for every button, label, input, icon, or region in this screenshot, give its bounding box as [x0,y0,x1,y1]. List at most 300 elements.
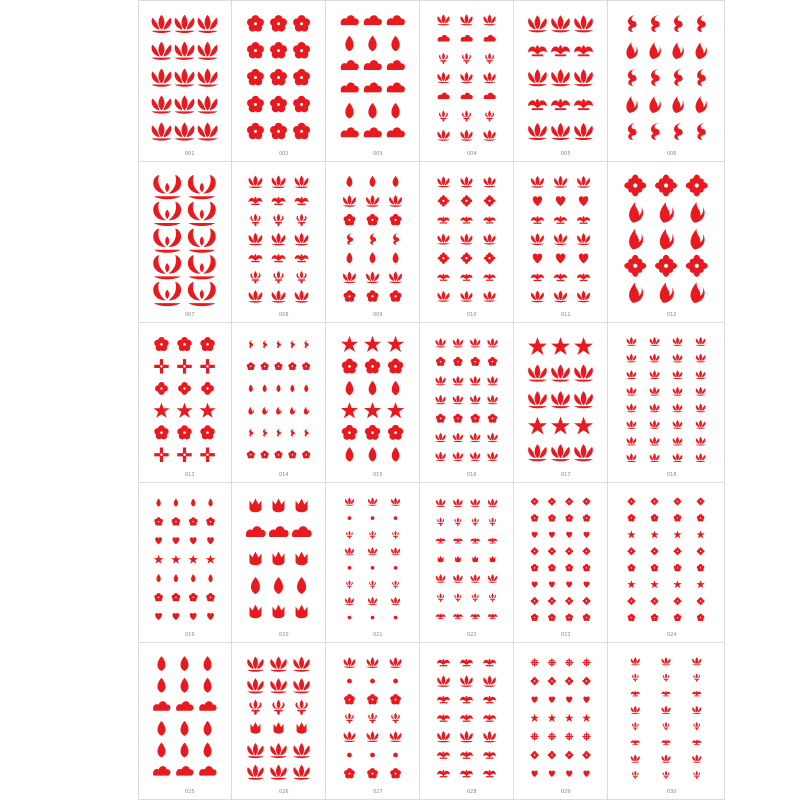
flame-motif [262,407,267,415]
ornament-motif [437,770,450,777]
plum-motif [270,123,287,140]
drop-motif [204,678,212,693]
lotus-motif [391,597,400,605]
sheet-number: 013 [185,472,195,478]
ornament-motif [484,274,496,281]
fleur-motif [489,593,496,602]
flame-icon [608,162,724,322]
heart-motif [533,196,542,206]
smallflower-motif [484,252,495,263]
plum-motif [247,69,264,86]
cloud-motif [176,701,193,710]
plum-motif [344,290,356,301]
lotus-motif [487,395,497,404]
star-motif [673,530,681,538]
lotus-rows-icon [608,323,724,482]
ornament-motif [249,197,263,205]
smallflower-motif [651,497,659,505]
fleur-motif [439,110,448,121]
lotus-motif [247,765,264,780]
lotus-dots-icon [326,643,419,799]
heart-motif [155,537,162,544]
lotus-motif [673,337,683,346]
lotus-motif [484,234,496,245]
dot-motif [393,679,398,684]
mandala-motif [565,658,573,666]
openlotus-motif [153,175,181,199]
lotus-motif [270,743,287,758]
smallflower-motif [548,498,556,506]
lotus-motif [696,370,706,379]
star-motif [153,403,169,418]
smallflower-motif [674,547,682,555]
lotus-motif [531,290,544,302]
lotus-motif [151,15,171,33]
plum-motif [697,564,704,571]
plum-motif [628,564,635,571]
heart-motif [556,196,565,206]
flame-motif [290,407,295,415]
ornament-motif [483,696,496,703]
tattoo-sheet-020 [232,483,326,643]
fleur-motif [472,517,479,526]
fleur-motif [663,771,670,779]
fleur-motif [693,771,700,779]
drop-motif [156,574,160,582]
plum-motif [583,614,590,621]
sheet-number: 017 [561,472,571,478]
drop-motif [204,721,212,736]
lotus-motif [437,731,450,743]
lotus-motif [460,130,472,141]
lotus-motif [272,176,286,189]
lotus-motif [175,42,195,60]
mandala-motif [530,658,538,666]
flame-motif [691,229,705,250]
sheet-number: 015 [373,472,383,478]
plum-motif [154,593,163,601]
lotus-motif [295,176,309,189]
star-motif [673,580,681,588]
ornament-motif [437,659,450,666]
smallflower-motif [583,597,591,605]
ornament-motif [470,614,479,620]
heart-motif [566,770,572,777]
cloud-motif [484,93,496,100]
plum-motif [247,96,264,113]
sheet-number: 027 [373,789,383,795]
openlotus-motif [188,228,216,252]
lotus-motif [293,678,310,693]
star-motif [341,402,358,418]
lotus-motif [470,395,480,404]
ornament-motif [437,714,450,721]
ornament-motif [528,45,547,56]
fleur-motif [392,580,399,588]
tattoo-sheet-023 [514,483,608,643]
sheet-number: 024 [667,632,677,638]
sheet-number: 003 [373,151,383,157]
lotus-motif [650,437,660,446]
tattoo-sheet-019 [138,483,232,643]
ornament-motif [453,538,462,544]
cross-motif [177,448,191,462]
sheet-number: 007 [185,312,195,318]
lotus-motif [470,376,480,385]
plum-motif [548,564,555,571]
drop-motif [174,498,178,506]
heart-motif [549,696,555,703]
sheet-number: 029 [561,789,571,795]
smallflower-motif [484,195,495,206]
lotus-motif [435,338,445,347]
swirl-motif [651,123,660,140]
fleur-motif [632,722,639,730]
cloud-motif [387,83,405,93]
fleur-motif [437,517,444,526]
heart-motif [579,254,588,264]
tulip-icon [232,483,325,642]
lotus-motif [470,452,480,461]
heart-motif [207,537,214,544]
lotus-motif [437,176,449,187]
fleur-motif [295,700,307,715]
fleur-motif [472,593,479,602]
drop-motif [368,103,376,119]
openlotus-motif [153,202,181,226]
om-lotus-icon [420,483,513,642]
small-flower-icon [514,483,607,642]
clover-motif [201,382,214,395]
sheet-number: 014 [279,472,289,478]
tattoo-sheet-026 [232,643,326,800]
drop-motif [391,36,399,52]
lotus-motif [460,675,473,687]
smallflower-motif [697,497,705,505]
lotus-motif [650,370,660,379]
lotus-motif [437,675,450,687]
lotus-motif [528,15,547,32]
lotus-motif [249,176,263,189]
cloud-motif [461,35,473,42]
heart-motif [172,613,179,620]
plum-motif [697,514,704,521]
drop-motif [249,384,253,392]
plum-motif [548,514,555,521]
smallflower-motif [565,597,573,605]
cloud-motif [341,83,359,93]
lotus-motif [483,72,495,83]
drop-motif [369,447,377,461]
lotus-motif [175,122,195,140]
lotus-motif [198,15,218,33]
lotus-motif [627,370,637,379]
tulip-motif [455,556,461,563]
smallflower-motif [624,255,646,277]
fleur-motif [663,722,670,730]
tattoo-sheet-006 [608,0,725,162]
lotus-motif [692,657,701,665]
drop-motif [276,384,280,392]
lotus-motif [390,657,402,668]
fleur-motif [392,531,399,539]
drop-motif [290,384,294,392]
dot-motif [371,616,375,620]
plum-motif [565,514,572,521]
plum-motif [453,414,462,423]
plum-motif [365,425,380,440]
lotus-motif [460,14,472,25]
fleur-motif [462,110,471,121]
plum-motif [293,42,310,59]
plum-motif [293,123,310,140]
lotus-motif [574,15,593,32]
lotus-motif [631,706,640,714]
plum-motif [565,614,572,621]
dot-motif [348,616,352,620]
tulip-motif [249,605,261,619]
plum-motif [270,96,287,113]
dot-motif [371,516,375,520]
ornate-lotus-icon [514,0,607,161]
swirl-motif [263,429,267,437]
plum-motif [154,337,168,351]
tulip-motif [273,552,285,566]
smallflower-motif [583,547,591,555]
lotus-motif [673,354,683,363]
lotus-motif [627,420,637,429]
plum-motif [302,451,310,459]
swirl-motif [651,15,660,32]
swirl-motif [628,15,637,32]
ornament-motif [554,216,567,224]
lotus-motif [293,743,310,758]
cross-motif [177,359,191,373]
heart-motif [584,581,590,587]
lotus-motif [247,657,264,672]
cloud-motif [199,766,216,775]
fleur-motif [346,580,353,588]
heart-motif [532,581,538,587]
mandala-motif [530,732,538,740]
lotus-motif [470,498,479,507]
sheet-number: 002 [279,151,289,157]
heart-motif [549,581,555,587]
tattoo-sheet-010 [420,162,514,323]
lotus-motif [554,233,567,245]
swirl-motif [651,69,660,86]
plum-motif [471,414,480,423]
fleur-motif [693,673,700,681]
flame-motif [649,42,660,59]
lotus-motif [673,420,683,429]
drop-motif [370,176,376,187]
lotus-motif [696,420,706,429]
plum-motif [367,768,378,778]
lotus-motif [551,123,570,140]
plum-motif [651,614,658,621]
smallflower-motif [686,255,708,277]
lotus-motif [435,395,445,404]
lotus-motif [551,391,570,408]
mandala-motif [582,658,590,666]
ornament-motif [483,659,496,666]
smallflower-motif [548,751,556,759]
smallflower-motif [530,677,538,685]
lotus-motif [247,678,264,693]
plum-motif [436,357,445,366]
swirl-motif [393,233,399,245]
dot-motif [370,753,375,758]
smallflower-motif [582,751,590,759]
fleur-motif [345,713,354,724]
plum-motif [293,69,310,86]
drop-motif [346,381,354,395]
flame-motif [649,96,660,113]
fleur-motif [369,580,376,588]
lotus-motif [435,452,445,461]
cloud-motif [438,93,450,100]
tattoo-sheet-028 [420,643,514,800]
tattoo-sheet-003 [326,0,420,162]
ornament-motif [631,740,640,745]
lotus-motif [528,444,547,461]
sheet-number: 006 [667,151,677,157]
plum-motif [548,614,555,621]
ornament-motif [453,614,462,620]
star-motif [627,530,635,538]
lotus-motif [650,354,660,363]
star-motif [574,337,593,355]
tattoo-sheet-011 [514,162,608,323]
star-motif [650,530,658,538]
ornament-motif [692,740,701,745]
star-motif [650,580,658,588]
flame-motif [691,282,705,303]
swirl-motif [291,429,295,437]
fleur-motif [273,214,283,226]
swirl-motif [628,69,637,86]
star-motif [551,417,570,435]
lotus-motif [368,497,377,505]
tulip-motif [296,552,308,566]
lotus-motif [627,453,637,462]
fleur-motif [485,53,494,64]
openlotus-motif [153,255,181,279]
star-motif [200,403,216,418]
cloud-motif [364,83,382,93]
plum-motif [367,694,378,704]
plum-motif [172,593,181,601]
star-motif [696,530,704,538]
lotus-motif [487,338,497,347]
star-motif [627,580,635,588]
drop-motif [370,252,376,263]
plum-motif [206,517,215,525]
plum-motif [344,768,355,778]
heart-motif [566,581,572,587]
lotus-motif [650,453,660,462]
lotus-motif [692,706,701,714]
flame-motif [626,42,637,59]
plum-motif [583,564,590,571]
lotus-motif [661,754,670,762]
plum-motif [674,614,681,621]
lotus-motif [198,95,218,113]
heart-motif [566,532,572,538]
lotus-motif [488,498,497,507]
openlotus-motif [188,202,216,226]
plum-motif [367,214,379,225]
sheet-number: 004 [467,151,477,157]
lotus-motif [650,403,660,412]
plum-motif [189,593,198,601]
fleur-motif [632,673,639,681]
tattoo-sheet-008 [232,162,326,323]
plum-motif [488,357,497,366]
ornament-motif [692,691,701,696]
ornament-motif [272,197,286,205]
lotus-motif [437,234,449,245]
heart-motif [549,770,555,777]
ornament-motif [531,216,544,224]
plum-motif [200,337,214,351]
star-motif [176,403,192,418]
drop-motif [392,381,400,395]
lotus-motif [198,69,218,87]
smallflower-motif [548,597,556,605]
lotus-motif [435,433,445,442]
heart-motif [566,696,572,703]
lotus-motif [631,657,640,665]
fleur-motif [296,271,306,283]
lotus-motif [470,574,479,583]
flame-motif [276,407,281,415]
lotus-motif [488,574,497,583]
lotus-motif [293,765,310,780]
fleur-motif [485,110,494,121]
lotus-motif [368,597,377,605]
plum-motif [651,564,658,571]
drop-motif [345,103,353,119]
drop-motif [347,252,353,263]
sheet-number: 028 [467,789,477,795]
ornament-motif [437,751,450,758]
plum-motif [270,42,287,59]
tulip-motif [438,556,444,563]
lotus-motif [673,437,683,446]
cloud-motif [364,60,382,70]
lotus-motif [437,72,449,83]
plum-motif [154,517,163,525]
plum-motif [388,359,403,374]
lotus-rows-icon [608,643,724,799]
plum-motif [453,357,462,366]
clover-motif [178,382,191,395]
sheet-number: 026 [279,789,289,795]
lotus-motif [295,233,309,246]
drop-motif [204,656,212,671]
lotus-motif [627,337,637,346]
plum-motif [565,564,572,571]
lotus-motif [484,291,496,302]
star-motif [171,555,180,564]
petal-drop-icon [138,643,231,799]
sheet-number: 009 [373,312,383,318]
ornament-motif [460,696,473,703]
heart-motif [583,696,589,703]
lotus-motif [198,122,218,140]
